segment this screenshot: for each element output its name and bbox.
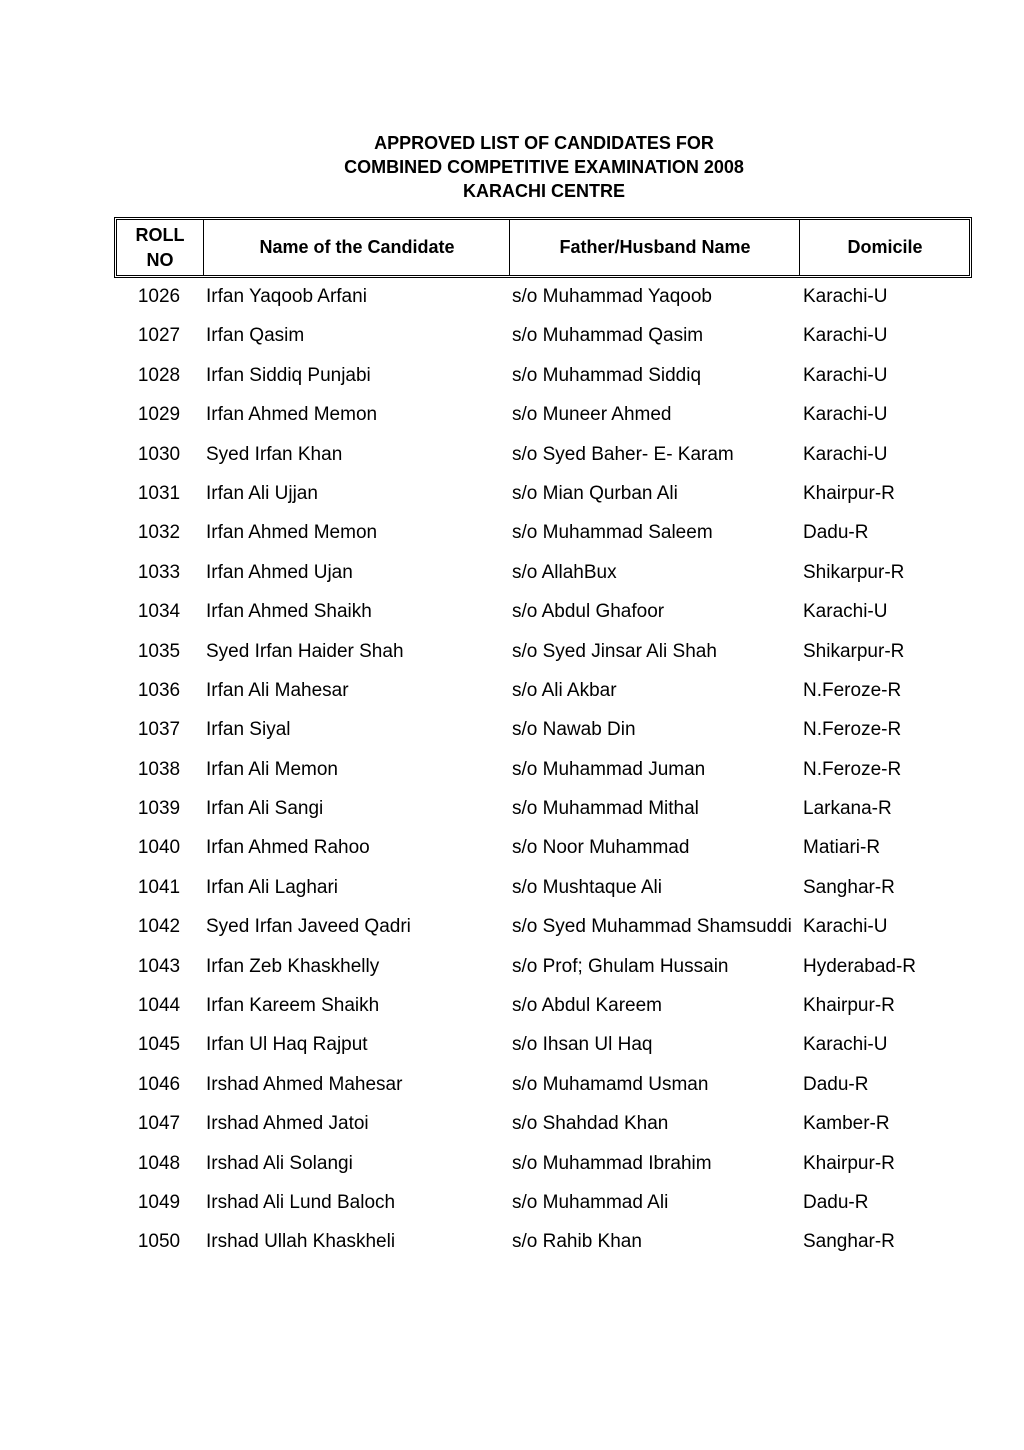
roll-cell: 1047 xyxy=(137,1113,181,1135)
domicile-cell: Shikarpur-R xyxy=(803,561,905,583)
table-row xyxy=(0,593,1024,632)
candidate-name-cell: Syed Irfan Haider Shah xyxy=(206,640,404,662)
domicile-cell: Khairpur-R xyxy=(803,995,895,1017)
candidate-name-cell: Irfan Ali Ujjan xyxy=(206,482,318,504)
roll-cell: 1030 xyxy=(137,443,181,465)
father-name-cell: s/o Syed Jinsar Ali Shah xyxy=(512,640,717,662)
roll-cell: 1038 xyxy=(137,758,181,780)
domicile-cell: Dadu-R xyxy=(803,1073,869,1095)
candidate-name-cell: Irshad Ahmed Jatoi xyxy=(206,1113,369,1135)
domicile-cell: N.Feroze-R xyxy=(803,679,902,701)
roll-cell: 1042 xyxy=(137,916,181,938)
document-title-line-3: KARACHI CENTRE xyxy=(463,181,625,201)
candidate-name-cell: Irfan Ahmed Shaikh xyxy=(206,601,372,623)
roll-cell: 1027 xyxy=(137,325,181,347)
domicile-cell: Khairpur-R xyxy=(803,482,895,504)
domicile-cell: Shikarpur-R xyxy=(803,640,905,662)
roll-cell: 1050 xyxy=(137,1231,181,1253)
table-row xyxy=(0,948,1024,987)
domicile-cell: Karachi-U xyxy=(803,1034,888,1056)
candidate-name-cell: Syed Irfan Khan xyxy=(206,443,343,465)
domicile-cell: Karachi-U xyxy=(803,286,888,307)
father-name-cell: s/o Mian Qurban Ali xyxy=(512,482,678,504)
roll-cell: 1044 xyxy=(137,995,181,1017)
father-name-cell: s/o Ali Akbar xyxy=(512,679,617,701)
table-row xyxy=(0,1184,1024,1223)
table-row xyxy=(0,278,1024,317)
father-name-cell: s/o AllahBux xyxy=(512,561,617,583)
candidate-name-cell: Irfan Ul Haq Rajput xyxy=(206,1034,368,1056)
father-name-cell: s/o Muhammad Siddiq xyxy=(512,364,702,386)
candidate-name-cell: Irfan Ali Sangi xyxy=(206,798,324,820)
table-row xyxy=(0,908,1024,947)
roll-cell: 1035 xyxy=(137,640,181,662)
candidate-name-cell: Irfan Qasim xyxy=(206,325,305,347)
header-roll-line-2: NO xyxy=(146,249,174,270)
table-row xyxy=(0,514,1024,553)
domicile-cell: Dadu-R xyxy=(803,522,869,544)
domicile-cell: Sanghar-R xyxy=(803,876,895,898)
table-row xyxy=(0,633,1024,672)
domicile-cell: Sanghar-R xyxy=(803,1231,895,1253)
domicile-cell: Larkana-R xyxy=(803,798,892,820)
domicile-cell: Karachi-U xyxy=(803,404,888,426)
roll-cell: 1029 xyxy=(137,404,181,426)
candidate-name-cell: Irfan Yaqoob Arfani xyxy=(206,286,367,307)
candidate-name-cell: Irfan Kareem Shaikh xyxy=(206,995,380,1017)
roll-cell: 1043 xyxy=(137,955,181,977)
roll-cell: 1036 xyxy=(137,679,181,701)
candidate-name-cell: Irshad Ullah Khaskheli xyxy=(206,1231,396,1253)
candidate-name-cell: Irshad Ahmed Mahesar xyxy=(206,1073,403,1095)
domicile-cell: Kamber-R xyxy=(803,1113,890,1135)
father-name-cell: s/o Syed Baher- E- Karam xyxy=(512,443,734,465)
father-name-cell: s/o Muhamamd Usman xyxy=(512,1073,709,1095)
candidate-name-cell: Irfan Ali Memon xyxy=(206,758,338,780)
table-row xyxy=(0,357,1024,396)
table-row xyxy=(0,1223,1024,1262)
father-name-cell: s/o Prof; Ghulam Hussain xyxy=(512,955,729,977)
roll-cell: 1039 xyxy=(137,798,181,820)
table-row xyxy=(0,711,1024,750)
domicile-cell: Matiari-R xyxy=(803,837,881,859)
domicile-cell: Karachi-U xyxy=(803,916,888,938)
table-row xyxy=(0,317,1024,356)
roll-cell: 1034 xyxy=(137,601,181,623)
father-name-cell: s/o Rahib Khan xyxy=(512,1231,642,1253)
roll-cell: 1045 xyxy=(137,1034,181,1056)
roll-cell: 1037 xyxy=(137,719,181,741)
domicile-cell: Khairpur-R xyxy=(803,1152,895,1174)
header-roll-no xyxy=(117,220,203,275)
domicile-cell: N.Feroze-R xyxy=(803,758,902,780)
table-row xyxy=(0,1066,1024,1105)
father-name-cell: s/o Mushtaque Ali xyxy=(512,876,662,898)
candidate-name-cell: Syed Irfan Javeed Qadri xyxy=(206,916,411,938)
candidate-name-cell: Irfan Ahmed Ujan xyxy=(206,561,353,583)
father-name-cell: s/o Muhammad Saleem xyxy=(512,522,713,544)
document-title-line-1: APPROVED LIST OF CANDIDATES FOR xyxy=(374,133,714,153)
header-roll-line-1: ROLL xyxy=(135,224,185,245)
candidate-name-cell: Irfan Ahmed Rahoo xyxy=(206,837,370,859)
candidate-name-cell: Irshad Ali Lund Baloch xyxy=(206,1191,396,1213)
domicile-cell: Hyderabad-R xyxy=(803,955,916,977)
table-row xyxy=(0,869,1024,908)
candidate-name-cell: Irfan Ahmed Memon xyxy=(206,404,378,426)
father-name-cell: s/o Muhammad Mithal xyxy=(512,798,699,820)
table-header xyxy=(114,217,972,278)
domicile-cell: Karachi-U xyxy=(803,443,888,465)
roll-cell: 1033 xyxy=(137,561,181,583)
father-name-cell: s/o Muhammad Yaqoob xyxy=(512,286,712,307)
roll-cell: 1028 xyxy=(137,364,181,386)
table-row xyxy=(0,829,1024,868)
father-name-cell: s/o Abdul Kareem xyxy=(512,995,662,1017)
domicile-cell: Dadu-R xyxy=(803,1191,869,1213)
candidate-name-cell: Irfan Siddiq Punjabi xyxy=(206,364,371,386)
table-row xyxy=(0,436,1024,475)
roll-cell: 1031 xyxy=(137,482,181,504)
roll-cell: 1040 xyxy=(137,837,181,859)
father-name-cell: s/o Nawab Din xyxy=(512,719,636,741)
table-row xyxy=(0,475,1024,514)
roll-cell: 1048 xyxy=(137,1152,181,1174)
header-father-husband-name: Father/Husband Name xyxy=(509,220,800,275)
domicile-cell: Karachi-U xyxy=(803,601,888,623)
domicile-cell: N.Feroze-R xyxy=(803,719,902,741)
father-name-cell: s/o Noor Muhammad xyxy=(512,837,690,859)
candidate-name-cell: Irfan Ali Mahesar xyxy=(206,679,349,701)
candidate-name-cell: Irfan Zeb Khaskhelly xyxy=(206,955,380,977)
table-row xyxy=(0,396,1024,435)
father-name-cell: s/o Muhammad Juman xyxy=(512,758,706,780)
roll-cell: 1041 xyxy=(137,876,181,898)
father-name-cell: s/o Muhammad Ali xyxy=(512,1191,669,1213)
domicile-cell: Karachi-U xyxy=(803,364,888,386)
father-name-cell: s/o Abdul Ghafoor xyxy=(512,601,665,623)
father-name-cell: s/o Muneer Ahmed xyxy=(512,404,672,426)
header-candidate-name: Name of the Candidate xyxy=(203,220,510,275)
father-name-cell: s/o Shahdad Khan xyxy=(512,1113,669,1135)
table-row xyxy=(0,554,1024,593)
header-domicile: Domicile xyxy=(799,220,970,275)
domicile-cell: Karachi-U xyxy=(803,325,888,347)
candidate-name-cell: Irshad Ali Solangi xyxy=(206,1152,353,1174)
candidate-name-cell: Irfan Ahmed Memon xyxy=(206,522,378,544)
roll-cell: 1026 xyxy=(137,286,181,307)
father-name-cell: s/o Ihsan Ul Haq xyxy=(512,1034,653,1056)
father-name-cell: s/o Muhammad Ibrahim xyxy=(512,1152,712,1174)
roll-cell: 1032 xyxy=(137,522,181,544)
roll-cell: 1049 xyxy=(137,1191,181,1213)
table-row xyxy=(0,790,1024,829)
father-name-cell: s/o Muhammad Qasim xyxy=(512,325,704,347)
table-row xyxy=(0,672,1024,711)
table-row xyxy=(0,987,1024,1026)
father-name-cell: s/o Syed Muhammad Shamsuddi xyxy=(512,916,792,938)
table-row xyxy=(0,1105,1024,1144)
candidate-list xyxy=(0,278,1024,1263)
document-title-line-2: COMBINED COMPETITIVE EXAMINATION 2008 xyxy=(344,157,744,177)
candidate-name-cell: Irfan Ali Laghari xyxy=(206,876,339,898)
table-row xyxy=(0,1026,1024,1065)
roll-cell: 1046 xyxy=(137,1073,181,1095)
table-row xyxy=(0,751,1024,790)
table-row xyxy=(0,1145,1024,1184)
candidate-name-cell: Irfan Siyal xyxy=(206,719,291,741)
